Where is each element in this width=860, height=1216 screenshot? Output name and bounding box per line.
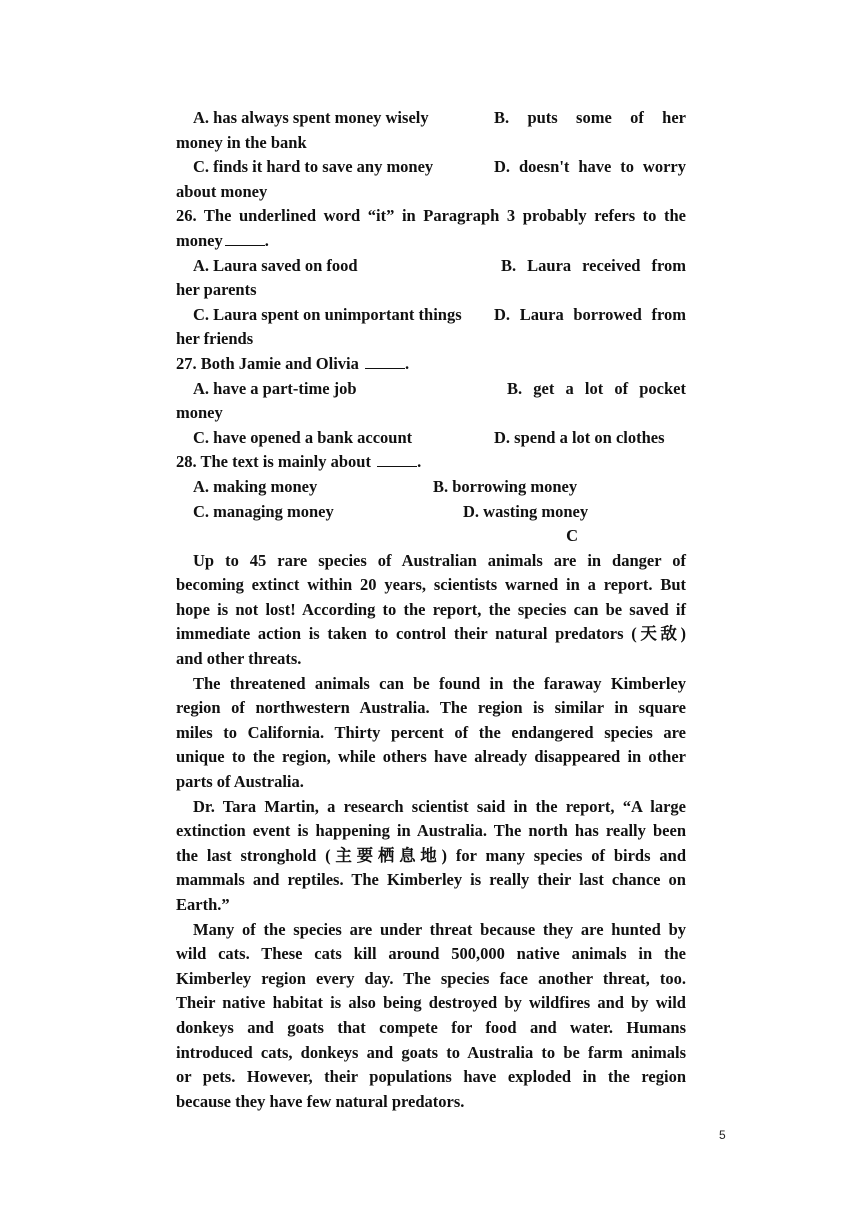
- q27-option-row-2: [176, 426, 686, 451]
- q27-option-d: D. spend a lot on clothes: [494, 427, 665, 447]
- paragraph-line: The threatened animals can be found in the faraway Kimberley: [193, 673, 686, 693]
- paragraph-line: introduced cats, donkeys and goats to Australia to be farm animals: [176, 1042, 686, 1062]
- document-page: [176, 106, 686, 1114]
- q28-option-b: B. borrowing money: [433, 476, 578, 496]
- answer-blank: [365, 354, 405, 369]
- paragraph-line: Earth.”: [176, 895, 230, 914]
- paragraph-line: becoming extinct within 20 years, scientists warned in a report. But: [176, 575, 686, 595]
- answer-blank: [225, 231, 265, 246]
- passage-paragraph-4: [176, 918, 686, 1115]
- q26-option-row-1: [176, 254, 686, 279]
- q25-option-b-cont: money in the bank: [176, 132, 307, 152]
- paragraph-line: hope is not lost! According to the report, the species can be saved if: [176, 599, 686, 619]
- paragraph-line: Many of the species are under threat because they are hunted by: [193, 919, 686, 939]
- q25-option-row-1: [176, 106, 686, 131]
- q27-option-b-cont: money: [176, 403, 223, 423]
- paragraph-line: immediate action is taken to control their natural predators (天敌): [176, 624, 686, 644]
- q28-option-a: A. making money: [193, 476, 318, 496]
- paragraph-line: Up to 45 rare species of Australian animals are in danger of: [193, 550, 686, 570]
- q25-option-b: B. puts some of her: [494, 108, 686, 127]
- q27-stem-text: 27. Both Jamie and Olivia: [176, 353, 359, 373]
- q27-option-c: C. have opened a bank account: [193, 427, 413, 447]
- q26-option-a: A. Laura saved on food: [193, 255, 358, 275]
- q25-option-d-cont: about money: [176, 181, 268, 201]
- paragraph-line: and other threats.: [176, 649, 302, 669]
- paragraph-line: wild cats. These cats kill around 500,000 native animals in the: [176, 944, 686, 964]
- q28-option-row-2: [176, 500, 686, 525]
- q26-option-d: D. Laura borrowed from: [494, 304, 686, 324]
- q25-option-a: A. has always spent money wisely: [193, 108, 429, 127]
- paragraph-line: parts of Australia.: [176, 772, 304, 792]
- paragraph-line: unique to the region, while others have already disappeared in other: [176, 747, 686, 767]
- paragraph-line: the last stronghold (主要栖息地) for many species of birds and: [176, 845, 686, 865]
- paragraph-line: extinction event is happening in Australia. The north has really been: [176, 821, 686, 841]
- q27-option-row-1: [176, 377, 686, 402]
- q28-stem: 28. The text is mainly about .: [176, 452, 422, 472]
- q28-stem-text: 28. The text is mainly about: [176, 452, 371, 472]
- q26-option-d-cont: her friends: [176, 329, 254, 349]
- paragraph-line: Dr. Tara Martin, a research scientist said in the report, “A large: [193, 796, 686, 816]
- q27-option-b: B. get a lot of pocket: [507, 378, 686, 398]
- q26-stem: 26. The underlined word “it” in Paragraph 3 probably refers to the: [176, 206, 686, 226]
- paragraph-line: miles to California. Thirty percent of the endangered species are: [176, 722, 686, 742]
- paragraph-line: mammals and reptiles. The Kimberley is really their last chance on: [176, 870, 686, 890]
- paragraph-line: Kimberley region every day. The species face another threat, too.: [176, 968, 686, 988]
- q26-stem-text: money: [176, 230, 223, 250]
- q26-stem-cont: money .: [176, 230, 269, 250]
- q28-option-row-1: [176, 475, 686, 500]
- paragraph-line: region of northwestern Australia. The region is similar in square: [176, 698, 686, 718]
- q26-option-c: C. Laura spent on unimportant things: [193, 304, 462, 324]
- q26-option-b: B. Laura received from: [501, 255, 686, 275]
- paragraph-line: or pets. However, their populations have exploded in the region: [176, 1067, 686, 1087]
- q25-option-row-2: [176, 155, 686, 180]
- paragraph-line: donkeys and goats that compete for food and water. Humans: [176, 1017, 686, 1037]
- q28-option-d: D. wasting money: [463, 501, 589, 521]
- q25-option-c: C. finds it hard to save any money: [193, 157, 434, 177]
- paragraph-line: Their native habitat is also being destroyed by wildfires and by wild: [176, 993, 686, 1013]
- q27-option-a: A. have a part-time job: [193, 378, 357, 398]
- q27-stem: 27. Both Jamie and Olivia .: [176, 353, 410, 373]
- page-number: 5: [719, 1128, 726, 1142]
- q28-option-c: C. managing money: [193, 501, 334, 521]
- passage-paragraph-3: [176, 795, 686, 918]
- q26-option-row-2: [176, 303, 686, 328]
- passage-paragraph-1: [176, 549, 686, 672]
- section-label: C: [566, 526, 578, 546]
- paragraph-line: because they have few natural predators.: [176, 1091, 465, 1111]
- q26-option-b-cont: her parents: [176, 280, 257, 300]
- q25-option-d: D. doesn't have to worry: [494, 157, 686, 177]
- answer-blank: [377, 452, 417, 467]
- passage-paragraph-2: [176, 672, 686, 795]
